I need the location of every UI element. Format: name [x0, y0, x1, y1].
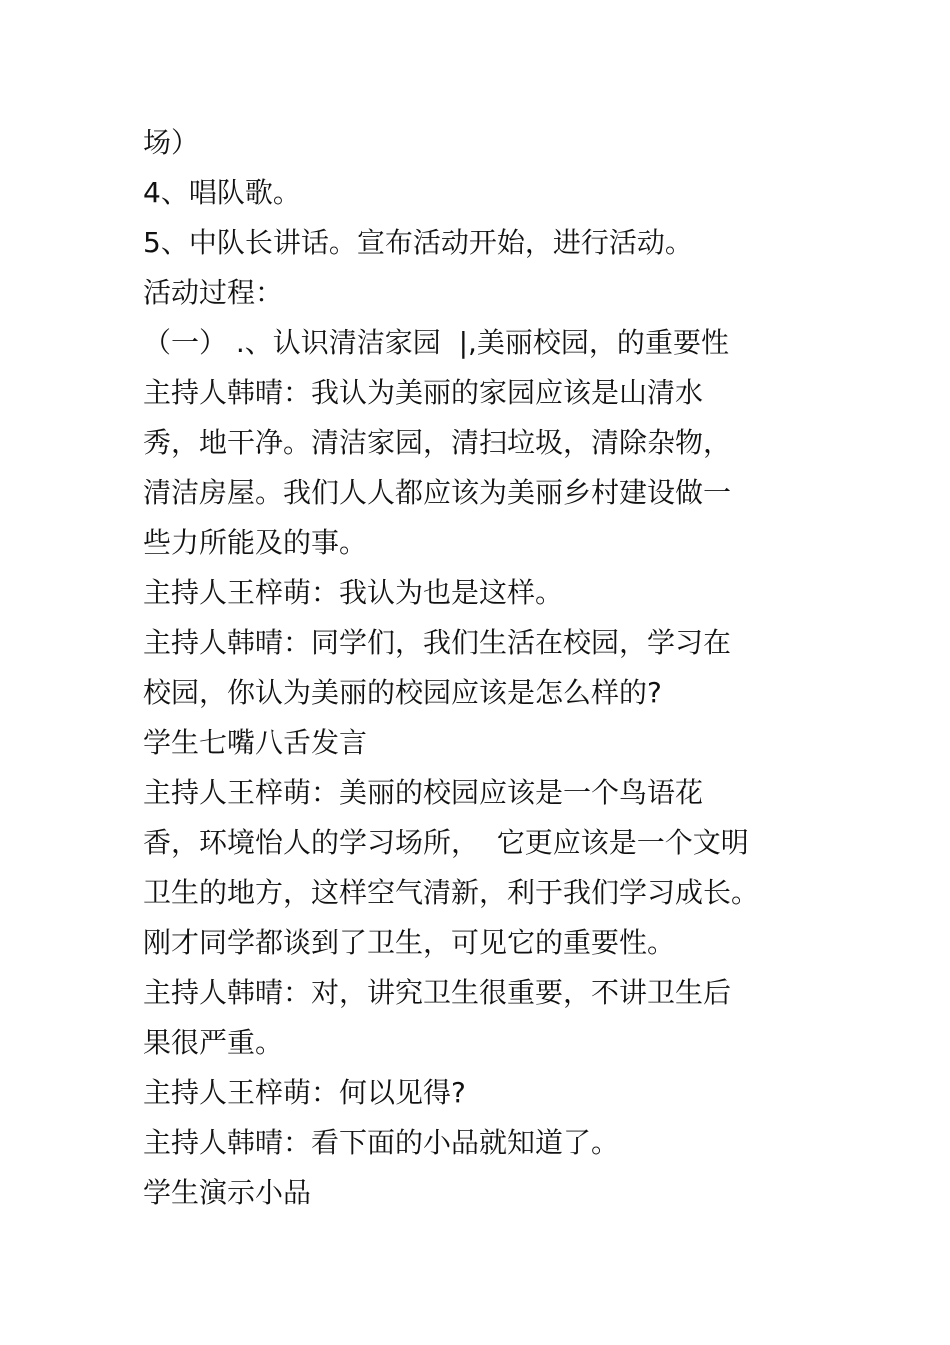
text-line: 主持人韩晴：看下面的小品就知道了。	[143, 1126, 620, 1159]
text-line: 主持人王梓萌：何以见得?	[143, 1076, 466, 1109]
text-line: 主持人王梓萌：我认为也是这样。	[143, 576, 564, 609]
text-line: 清洁房屋。我们人人都应该为美丽乡村建设做一	[143, 476, 732, 509]
text-line: 秀，地干净。清洁家园，清扫垃圾，清除杂物，	[143, 426, 732, 459]
text-line: 果很严重。	[143, 1026, 284, 1059]
section-label: 活动过程：	[143, 276, 284, 309]
text-line: 香，环境怡人的学习场所， 它更应该是一个文明	[143, 826, 749, 859]
text-line: 卫生的地方，这样空气清新，利于我们学习成长。	[143, 876, 760, 909]
text-line: 场）	[143, 126, 200, 159]
text-line: 4、唱队歌。	[143, 176, 301, 209]
text-line: 5、中队长讲话。宣布活动开始，进行活动。	[143, 226, 693, 259]
text-line: 些力所能及的事。	[143, 526, 368, 559]
section-heading: （一） .、认识清洁家园 |,美丽校园，的重要性	[143, 326, 729, 359]
text-line: 刚才同学都谈到了卫生，可见它的重要性。	[143, 926, 676, 959]
text-line: 校园，你认为美丽的校园应该是怎么样的?	[143, 676, 662, 709]
document-body	[143, 118, 803, 1218]
text-line: 主持人韩晴：对，讲究卫生很重要，不讲卫生后	[143, 976, 732, 1009]
text-line: 主持人王梓萌：美丽的校园应该是一个鸟语花	[143, 776, 704, 809]
text-line: 学生七嘴八舌发言	[143, 726, 368, 759]
text-line: 主持人韩晴：同学们，我们生活在校园，学习在	[143, 626, 732, 659]
text-line: 学生演示小品	[143, 1176, 312, 1209]
text-line: 主持人韩晴：我认为美丽的家园应该是山清水	[143, 376, 704, 409]
